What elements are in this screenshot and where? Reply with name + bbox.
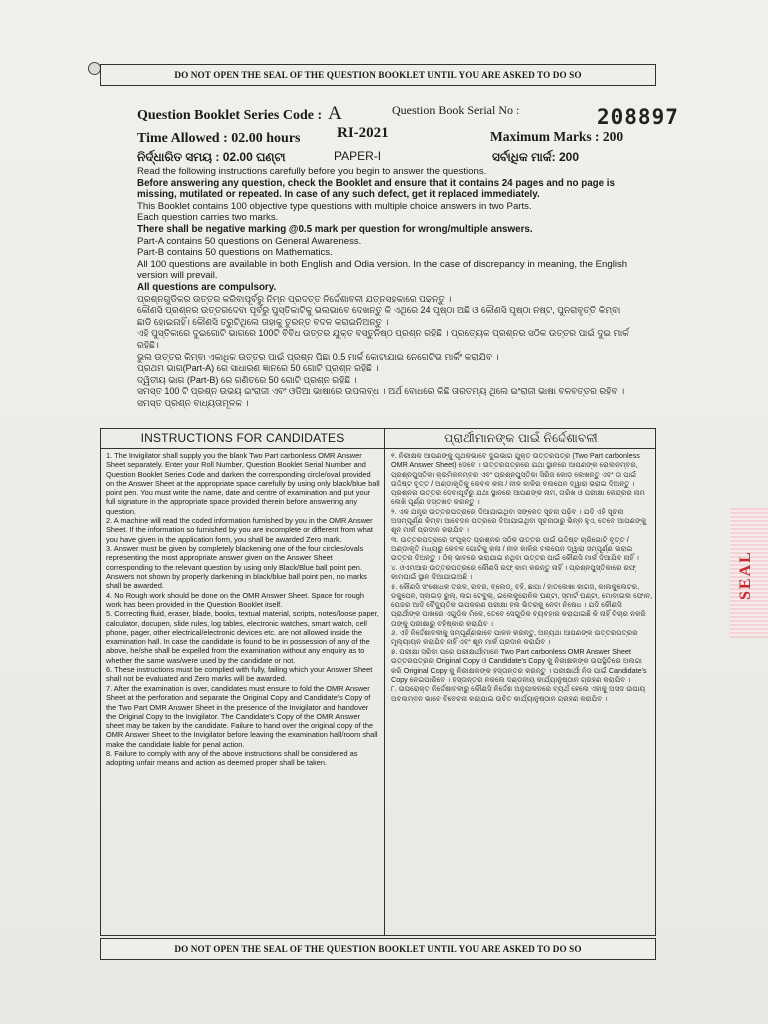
instruction-item-odia: ୩. ଉତ୍ତରପତ୍ରରେ ସଂପୃକ୍ତ ପ୍ରଶ୍ନର ସଠିକ ଉତ୍ତର ପାଇଁ ଉଦ୍ଦିଷ୍ଟ ଚାରିଗୋଟି ବୃତ୍ତ / ଅଣ୍ଡାକୃତି ମଧ୍ୟରୁ କେବଳ ଗୋଟିକୁ କଳା / ନୀଳ କାଳିର ବଲପେନ ଦ୍ୱାରା ସମ୍ପୂର୍ଣ୍ଣ ଭରାଇ ଉତ୍ତର ଦିଅନ୍ତୁ । ଠିକ୍ ଭାବରେ ଭରାଯାଇ ନଥିବା ଉତ୍ତର ପାଇଁ କୌଣସି ମାର୍କ ଦିଆଯିବ ନାହିଁ । [391, 534, 639, 563]
instruction-item: 2. A machine will read the coded information furnished by you in the OMR Answer Sheet. If the information so furnished by you are incomplete or different from what you have given in the application form, you shall be awarded Zero mark. [106, 516, 373, 544]
column-divider [384, 429, 385, 935]
instructions-box [100, 428, 656, 936]
intro-line: Each question carries two marks. [137, 212, 279, 224]
intro-line: Read the following instructions carefully before you begin to answer the questions. [137, 166, 487, 177]
series-code-value: A [328, 103, 342, 124]
instruction-item: 5. Correcting fluid, eraser, blade, books, textual material, scripts, notes/loose paper, calculator, docupen, slide rules, log tables, electronic watches, smart watch, cell phone, pager, other electrical/electronic devices etc. are not allowed inside the examination hall. In case the candidate is found to be in possession of any of the above, he/she shall be expelled from the examination without any enquiry as to whether the same was/were used by the candidate or not. [106, 609, 379, 665]
instruction-item: 1. The Invigilator shall supply you the blank Two Part carbonless OMR Answer Sheet separately. Enter your Roll Number, Question Booklet Serial Number and Question Booklet Series Code and darken the corresponding circle/oval provided on the Answer Sheet at the appropriate space carefully by using only black/blue ball point pen. You must write the name, date and centre of examination and put your full signature in the appropriate space provided therein before answering any question. [106, 451, 380, 516]
header-rule [101, 448, 655, 449]
intro-line: Part-A contains 50 questions on General Awareness. [137, 235, 362, 247]
time-allowed: Time Allowed : 02.00 hours [137, 131, 301, 146]
intro-line: Before answering any question, check the Booklet and ensure that it contains 24 pages and no page is missing, mutilated or repeated. In case of any such defect, get it replaced immediately. [137, 177, 615, 201]
paper-label: PAPER-I [334, 149, 382, 163]
instruction-item-odia: ୮. ଉପରୋକ୍ତ ନିର୍ଦ୍ଦେଶାବଳୀରୁ କୌଣସି ନିର୍ଦ୍ଦେଶ ଅନୁପାଳନରେ ବ୍ୟର୍ଥ ହେଲେ ଏହାକୁ ଅସଦ ଉପାୟ ଅବଲମ୍ବନ ଭାବେ ବିବେଚନା କରାଯାଇ ଉଚିତ କାର୍ଯ୍ୟାନୁଷ୍ଠାନ ଗ୍ରହଣ କରାଯିବ । [391, 684, 646, 703]
seal-label: SEAL [737, 550, 754, 600]
instructions-odia [391, 451, 653, 703]
serial-no-label: Question Book Serial No : [392, 103, 520, 117]
instruction-item-odia: ୫. କୌଣସି ସଂଶୋଧକ ତରଳ, ରବର, ବ୍ଲେଡ୍, ବହି, ଛାପା / ହାତଲେଖା କାଗଜ, କାଲକୁଲେଟର, ଡକୁପେନ, ସ୍ଲାଇଡ଼ ରୁଲ୍, ଲଗ ଟେବୁଲ୍, ଇଲେକ୍ଟ୍ରୋନିକ ଘଣ୍ଟା, ସ୍ମାର୍ଟ ଘଣ୍ଟା, ମୋବାଇଲ ଫୋନ, ପେଜର ଆଦି ବୈଦ୍ୟୁତିକ ଉପକରଣ ପରୀକ୍ଷା ହଲ ଭିତରକୁ ନେବା ନିଷେଧ । ଯଦି କୌଣସି ପ୍ରାର୍ଥୀଙ୍କ ପାଖରେ ଏଗୁଡିକ ମିଳେ, ତେବେ ସେଗୁଡିକ ବ୍ୟବହାର କରାଯାଇଛି କି ନାହିଁ ବିଚାର ନକରି ତାଙ୍କୁ ପରୀକ୍ଷାରୁ ବହିଷ୍କାର କରାଯିବ । [391, 581, 653, 628]
intro-line-odia: ପ୍ରଶ୍ନଗୁଡିକର ଉତ୍ତର କରିବାପୂର୍ବରୁ ନିମ୍ନ ପ୍ରଦତ୍ତ ନିର୍ଦ୍ଦେଶାବଳୀ ଯତ୍ନସହକାରେ ପଢନ୍ତୁ । [137, 293, 452, 304]
intro-line-odia: ଦ୍ୱିତୀୟ ଭାଗ (Part-B) ରେ ଗଣିତରେ 50 ଗୋଟି ପ୍ରଶ୍ନ ରହିଛି । [137, 374, 357, 385]
instruction-item-odia: ୪. ଓଏମଆର ଉତ୍ତରପତ୍ରରେ କୌଣସି ରଫ୍ କାମ କରନ୍ତୁ ନାହିଁ । ପ୍ରଶ୍ନପୁସ୍ତିକାରେ ରଫ୍ କାମପାଇଁ ସ୍ଥାନ ଦିଆଯାଇଅଛି । [391, 562, 636, 582]
intro-line: All questions are compulsory. [137, 281, 277, 293]
time-allowed-odia: ନିର୍ଦ୍ଧାରିତ ସମୟ : 02.00 ଘଣ୍ଟା [137, 150, 286, 164]
bottom-warning-banner: DO NOT OPEN THE SEAL OF THE QUESTION BOOKLET UNTIL YOU ARE ASKED TO DO SO [100, 938, 656, 960]
maximum-marks: Maximum Marks : 200 [490, 129, 624, 144]
instructions-english [106, 451, 380, 768]
intro-line-odia: ଏହି ପୁସ୍ତିକାରେ ଦୁଇଗୋଟି ଭାଗରେ 100ଟି ବିବିଧ ଉତ୍ତର ଯୁକ୍ତ ବସ୍ତୁନିଷ୍ଠ ପ୍ରଶ୍ନ ରହିଛି । ପ୍ରତ୍ୟେକ ପ୍ରଶ୍ନର ସଠିକ ଉତ୍ତର ପାଇଁ ଦୁଇ ମାର୍କ ରହିଛି। [137, 328, 629, 350]
intro-line: All 100 questions are available in both English and Odia version. In the case of discrepancy in meaning, the English version will prevail. [137, 258, 628, 282]
instruction-item: 6. These instructions must be complied with fully, failing which your Answer Sheet shall not be evaluated and Zero marks will be awarded. [106, 665, 373, 684]
instructions-title-english: INSTRUCTIONS FOR CANDIDATES [140, 431, 345, 445]
instruction-item: 8. Failure to comply with any of the above instructions shall be considered as adopting unfair means and action as deemed proper shall be taken. [106, 749, 358, 768]
series-code-label: Question Booklet Series Code : [137, 108, 323, 123]
intro-line-odia: କୌଣସି ପ୍ରଶ୍ନର ଉତ୍ତରଦେବା ପୂର୍ବରୁ ପୁସ୍ତିକାଟିକୁ ଭଲଭାବେ ଦେଖନ୍ତୁ କି ଏଥିରେ 24 ପୃଷ୍ଠା ଅଛି ଓ କୌଣସି ପୃଷ୍ଠା ନଷ୍ଟ, ପୁନରାବୃତ୍ତି କିମ୍ବା ଛାଡି ହୋଇନାହିଁ। କୌଣସି ତ୍ରୁଟିଥିଲେ ତାହାକୁ ତୁରନ୍ତ ବଦଳ କରାଇନିଅନ୍ତୁ । [137, 305, 621, 327]
instruction-item-odia: ୭. ପରୀକ୍ଷା ସରିବା ପରେ ପରୀକ୍ଷାର୍ଥୀମାନେ Two Part carbonless OMR Answer Sheet ଉତ୍ତରପତ୍ରର Original Copy ଓ Candidate's Copy କୁ ନିରୀକ୍ଷକଙ୍କ ଉପସ୍ଥିତିରେ ଅଲଗା କରି Original Copy କୁ ନିରୀକ୍ଷକଙ୍କ ହସ୍ତାନ୍ତର କରନ୍ତୁ । ପରୀକ୍ଷାର୍ଥୀ ନିଜ ପାଇଁ Candidate's Copy ନେଇପାରିବେ । ହସ୍ତାନ୍ତର ନକଲେ ଦଣ୍ଡନୀୟ କାର୍ଯ୍ୟାନୁଷ୍ଠାନ ଗ୍ରହଣ କରାଯିବ । [391, 647, 647, 684]
intro-line: There shall be negative marking @0.5 mark per question for wrong/multiple answers. [137, 223, 533, 235]
maximum-marks-odia: ସର୍ବାଧିକ ମାର୍କ: 200 [492, 150, 580, 164]
intro-line-odia: ସମସ୍ତ 100 ଟି ପ୍ରଶ୍ନ ଉଭୟ ଇଂରାଜୀ ଏବଂ ଓଡିଆ ଭାଷାରେ ଉପଲବ୍ଧ । ଅର୍ଥ ବୋଧରେ କିଛି ତାରତମ୍ୟ ଥିଲେ ଇଂରାଜୀ ଭାଷା ବଳବତ୍ତର ରହିବ । [137, 386, 625, 397]
instruction-item-odia: ୨. ଏକ ଯନ୍ତ୍ର ଉତ୍ତରପତ୍ରରେ ଦିଆଯାଇଥିବା ସଙ୍କେତ ସୂଚନା ପଢ଼ିବ । ଯଦି ଏହି ସୂଚନା ଅସମ୍ପୂର୍ଣ୍ଣ କିମ୍ବା ଆବେଦନ ପତ୍ରରେ ଦିଆଯାଇଥିବା ସୂଚନାଠାରୁ ଭିନ୍ନ ହୁଏ, ତେବେ ଆପଣଙ୍କୁ ଶୂନ ମାର୍କ ପ୍ରଦାନ କରାଯିବ । [391, 506, 647, 535]
intro-line: Part-B contains 50 questions on Mathematics. [137, 247, 333, 259]
intro-line-odia: ସମସ୍ତ ପ୍ରଶ୍ନ ବାଧ୍ୟତାମୂଳକ । [137, 397, 249, 408]
intro-line: This Booklet contains 100 objective type questions with multiple choice answers in two Parts. [137, 200, 532, 212]
instruction-item: 4. No Rough work should be done on the OMR Answer Sheet. Space for rough work has been provided in the Question Booklet itself. [106, 590, 365, 609]
instruction-item: 3. Answer must be given by completely blackening one of the four circles/ovals representing the most appropriate answer given on the Answer Sheet corresponding to the relevant question by using only Black/Blue ball point pen. Answers not shown by properly darkening in black/blue ball point pen, no marks shall be awarded. [106, 544, 367, 591]
instruction-item-odia: ୬. ଏହି ନିର୍ଦ୍ଦେଶାବଳୀକୁ ସମ୍ପୂର୍ଣ୍ଣଭାବେ ପାଳନ କରନ୍ତୁ, ଅନ୍ୟଥା ଆପଣଙ୍କ ଉତ୍ତରପତ୍ରର ମୂଲ୍ୟାୟନ କରାଯିବ ନାହିଁ ଏବଂ ଶୂନ ମାର୍କ ପ୍ରଦାନ କରାଯିବ । [391, 628, 638, 647]
instruction-item-odia: ୧. ନିରୀକ୍ଷକ ଆପଣଙ୍କୁ ପୃଥକଭାବେ ଦୁଇଭାଗ ଯୁକ୍ତ ଉତ୍ତରପତ୍ର (Two Part carbonless OMR Answer Sheet) ଦେବେ । ଉତ୍ତରପତ୍ରରେ ଯଥା ସ୍ଥାନରେ ଆପଣଙ୍କ ରୋଲନମ୍ବର, ପ୍ରଶ୍ନପୁସ୍ତିକା କ୍ରମିକନମ୍ବର ଏବଂ ପ୍ରଶ୍ନପୁସ୍ତିକା ସିରିଜ କୋଡ଼ ଲେଖନ୍ତୁ ଏବଂ ତା ପାଇଁ ଉଦ୍ଦିଷ୍ଟ ବୃତ୍ତ / ଅଣ୍ଡାକୃତିକୁ କେବଳ କଳା / ନୀଳ କାଳିର ବଲପେନ ଦ୍ୱାରା ଭରାଇ ଦିଅନ୍ତୁ । ପ୍ରଶ୍ନର ଉତ୍ତର ଦେବାପୂର୍ବରୁ ଯଥା ସ୍ଥାନରେ ଆପଣଙ୍କ ନାମ, ତାରିଖ ଓ ପରୀକ୍ଷା କେନ୍ଦ୍ରର ନାମ ଲେଖି ପୂର୍ଣ୍ଣ ଦସ୍ତଖତ କରନ୍ତୁ । [391, 451, 645, 507]
intro-line-odia: ପ୍ରଥମ ଭାଗ(Part-A) ରେ ସାଧାରଣ ଜ୍ଞାନରେ 50 ଗୋଟି ପ୍ରଶ୍ନ ରହିଛି । [137, 363, 379, 374]
instruction-item: 7. After the examination is over, candidates must ensure to fold the OMR Answer Sheet at the perforation and separate the Original Copy and Candidate's Copy of the Two Part OMR Answer Sheet in the presence of the Invigilator and handover the Original Copy to the Invigilator. The Candidate's Copy of the OMR Answer sheet may be taken by the candidate. Failure to hand over the original copy of the OMR Answer Sheet to the Invigilator before leaving the examination hall/room shall make the candidate liable for penal action. [106, 684, 378, 749]
instructions-title-odia: ପ୍ରାର୍ଥୀମାନଙ୍କ ପାଇଁ ନିର୍ଦ୍ଦେଶାବଳୀ [444, 431, 598, 445]
intro-line-odia: ଭୁଲ ଉତ୍ତର କିମ୍ବା ଏକାଧିକ ଉତ୍ତର ପାଇଁ ପ୍ରଶ୍ନ ପିଛା 0.5 ମାର୍କ କୋଟାଯାଇ ନେଗେଟିଭ ମାର୍କିଂ କରାଯିବ । [137, 351, 499, 362]
general-instructions [137, 166, 637, 409]
exam-code: RI-2021 [337, 125, 389, 141]
serial-no-value: 208897 [597, 105, 679, 129]
top-warning-banner: DO NOT OPEN THE SEAL OF THE QUESTION BOOKLET UNTIL YOU ARE ASKED TO DO SO [100, 64, 656, 86]
